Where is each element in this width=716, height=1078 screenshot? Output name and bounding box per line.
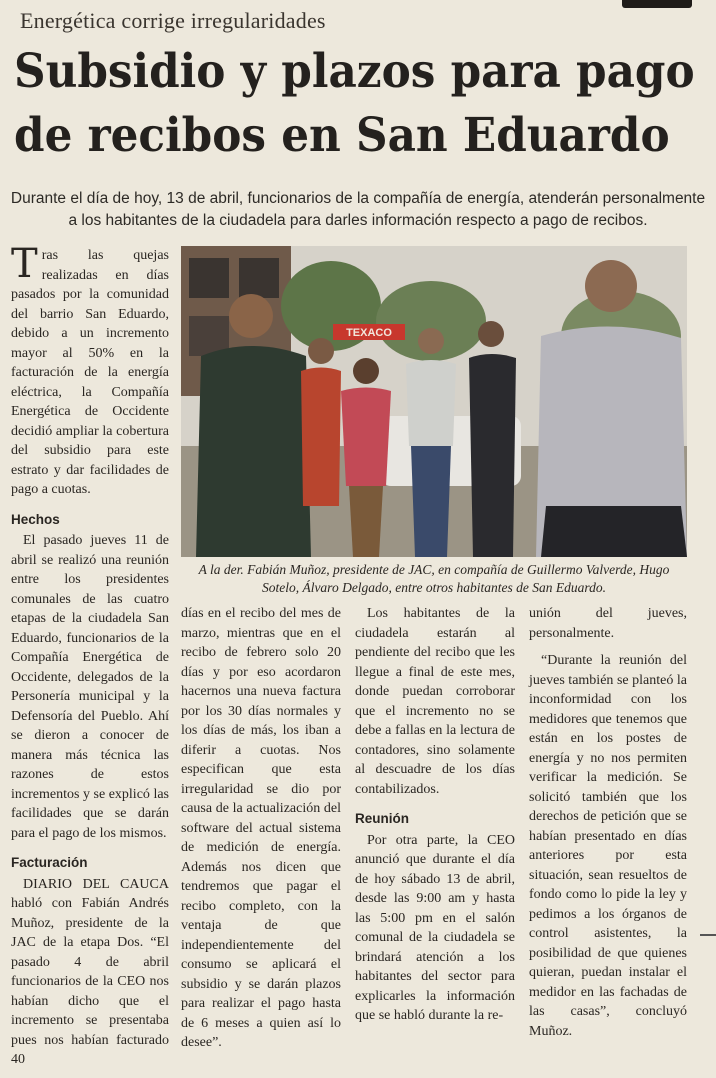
- page-section-marker: [622, 0, 692, 8]
- headline: [14, 40, 695, 168]
- column-3: [355, 604, 515, 1034]
- lead-text: ras las quejas realizadas en días pasados por la comunidad del barrio San Eduardo, debido a un incremento mayor al 50% en la facturación de la energía eléctrica, la Compañía Energética de Occidente decidió ampliar la cobertura del subsidio para este estrato y dar facilidades de pago a cuotas.: [11, 248, 169, 497]
- deck-subheadline: Durante el día de hoy, 13 de abril, funcionarios de la compañía de energía, atenderán personalmente a los habitantes de la ciudadela para darles información respecto a pago de recibos.: [10, 190, 706, 229]
- paragraph-col4-2: “Durante la reunión del jueves también se planteó la inconformidad con los medidores que tenemos que están en los postes de energía y no nos permiten verificar la medición. Se solicitó también que los derechos de petición que se habían presentado en días anteriores por esta situación, sean resueltos de fondo como lo pide la ley y pedimos a los órganos de control asistentes, la posibilidad de que quienes quieran, puedan instalar el medidor en las fachadas de las casas”, concluyó Muñoz.: [529, 653, 687, 1039]
- column-4: [529, 604, 687, 1049]
- subhead-hechos: Hechos: [11, 511, 60, 527]
- subhead-facturacion: Facturación: [11, 855, 88, 870]
- column-1: [11, 241, 169, 1078]
- paragraph-reunion: Por otra parte, la CEO anunció que durante el día de hoy sábado 13 de abril, desde las 9:00 am y hasta las 5:00 pm en el salón comunal de la ciudadela se brindará atención a los habitantes del sector para explicarles la información que se habló durante la re-: [355, 832, 515, 1023]
- kicker: Energética corrige irregularidades: [20, 8, 326, 33]
- column-2: [181, 604, 341, 1061]
- margin-rule: [700, 934, 716, 936]
- subhead-reunion: Reunión: [355, 811, 409, 826]
- photo-caption: A la der. Fabián Muñoz, presidente de JAC, en compañía de Guillermo Valverde, Hugo Sotelo, Álvaro Delgado, entre otros habitantes de San Eduardo.: [198, 562, 670, 595]
- paragraph-col3-1: Los habitantes de la ciudadela estarán al pendiente del recibo que les llegue a final de este mes, donde puedan corroborar que el incremento no se debe a fallas en la lectura de contadores, sino solamente al descuadre de los días contabilizados.: [355, 606, 515, 797]
- texaco-sign-text: TEXACO: [346, 327, 392, 339]
- paragraph-col2: días en el recibo del mes de marzo, mientras que en el recibo de febrero solo 20 días y por eso acordaron hacernos una nueva factura por los 30 días normales y los días de más, los iban a diferir a cuotas. Nos especifican que esta irregularidad se dio por causa de la actualización del software del actual sistema de medición de energía. Además nos dicen que tendremos que pagar el recibo completo, con la ventaja de que independientemente del consumo se aplicará el subsidio y se darán plazos para realizar el pago hasta de 6 meses a quien así lo desee”.: [181, 606, 341, 1050]
- news-photo: [181, 246, 687, 557]
- lead-paragraph: [11, 241, 169, 500]
- headline-line-2: de recibos en San Eduardo: [14, 108, 670, 163]
- headline-line-1: Subsidio y plazos para pago: [14, 44, 695, 99]
- paragraph-hechos: El pasado jueves 11 de abril se realizó una reunión entre los presidentes comunales de las cuatro etapas de la ciudadela San Eduardo, funcionarios de la Compañía Energética de Occidente, delegados de la Personería municipal y la Defensoría del Pueblo. Ahí se dieron a conocer de manera más técnica las razones de estos incrementos y se explicó las facilidades que se darán para el pago de los mismos.: [11, 533, 169, 841]
- paragraph-facturacion: DIARIO DEL CAUCA habló con Fabián Andrés Muñoz, presidente de la JAC de la etapa Dos. “El pasado 4 de abril funcionarios de la CEO nos habían dicho que el incremento se presentaba pues nos habían facturado 40: [11, 876, 169, 1067]
- drop-cap: T: [11, 241, 38, 287]
- paragraph-col4-1: unión del jueves, personalmente.: [529, 606, 687, 641]
- photo-illustration: [181, 246, 687, 557]
